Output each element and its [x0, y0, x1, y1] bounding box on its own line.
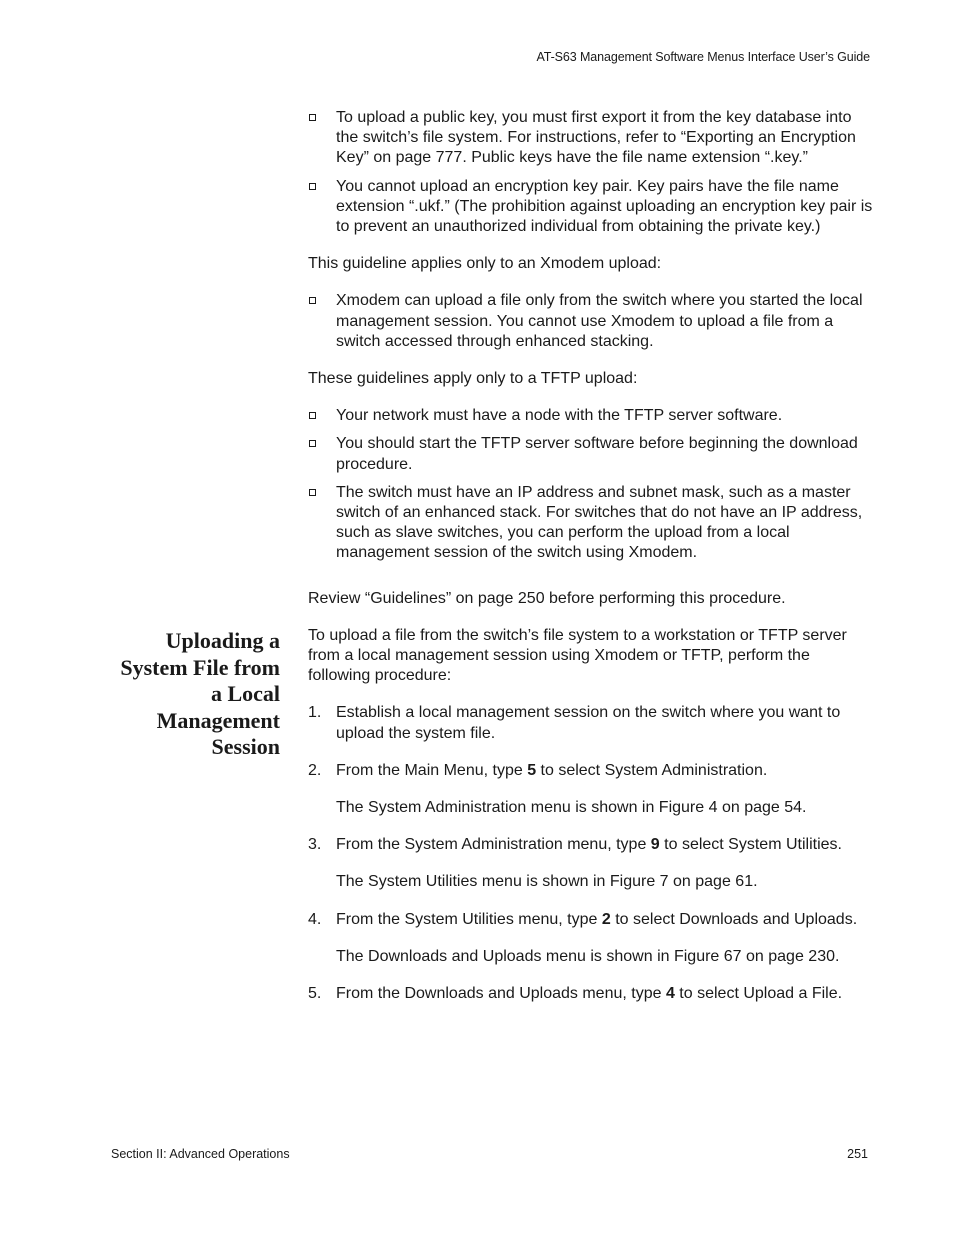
procedure-step — [308, 835, 874, 855]
bullet-box-icon — [309, 183, 316, 190]
procedure-step — [308, 761, 874, 781]
bullet-item — [308, 434, 874, 474]
step-text: From the System Administration menu, type — [336, 836, 651, 854]
page-number: 251 — [847, 1147, 868, 1161]
review-paragraph: Review “Guidelines” on page 250 before performing this procedure. — [308, 589, 786, 607]
bullet-box-icon — [309, 114, 316, 121]
body-content — [308, 108, 874, 1021]
running-header: AT-S63 Management Software Menus Interface User’s Guide — [536, 50, 870, 64]
step-text: Establish a local management session on the switch where you want to upload the system file. — [336, 704, 841, 742]
step-text: to select Upload a File. — [674, 985, 843, 1003]
xmodem-intro: This guideline applies only to an Xmodem upload: — [308, 255, 662, 273]
bullet-box-icon — [309, 440, 316, 447]
bullet-text: To upload a public key, you must first export it from the key database into the switch’s file system. For instructions, refer to “Exporting an Encryption Key” on page 777. Public keys have the file name extension “.key.” — [336, 109, 856, 167]
intro-paragraph: To upload a file from the switch’s file system to a workstation or TFTP server from a local management session using Xmodem or TFTP, perform the following procedure: — [308, 626, 847, 685]
step-number: 4. — [308, 910, 322, 928]
step-text: From the Downloads and Uploads menu, type — [336, 985, 666, 1003]
step-text: to select Downloads and Uploads. — [610, 910, 858, 928]
step-note: The System Administration menu is shown in Figure 4 on page 54. — [336, 799, 807, 817]
heading-line: System File from — [120, 654, 280, 680]
heading-line: Management — [156, 707, 280, 733]
tftp-intro: These guidelines apply only to a TFTP upload: — [308, 370, 638, 388]
section-heading — [100, 628, 280, 761]
heading-line: a Local — [210, 681, 280, 706]
bullet-item — [308, 177, 874, 238]
step-text: From the Main Menu, type — [336, 761, 528, 779]
bullet-box-icon — [309, 489, 316, 496]
bullet-item — [308, 291, 874, 352]
step-text: to select System Utilities. — [659, 836, 842, 854]
procedure-step — [308, 703, 874, 743]
heading-line: Session — [211, 734, 280, 759]
bullet-item — [308, 406, 874, 426]
bullet-item — [308, 108, 874, 169]
step-key: 4 — [665, 985, 675, 1003]
step-key: 9 — [650, 836, 660, 854]
procedure-step — [308, 984, 874, 1004]
bullet-item — [308, 483, 874, 564]
bullet-text: Your network must have a node with the TFTP server software. — [336, 407, 783, 425]
bullet-text: You cannot upload an encryption key pair. Key pairs have the file name extension “.ukf.” (The prohibition against uploading an encryption key pair is to prevent an unauthorized individual from obtaining the private key.) — [336, 177, 873, 236]
heading-line: Uploading a — [165, 628, 280, 653]
step-key: 5 — [527, 761, 537, 779]
step-number: 2. — [308, 761, 322, 779]
step-note: The Downloads and Uploads menu is shown in Figure 67 on page 230. — [336, 947, 840, 965]
bullet-text: You should start the TFTP server software before beginning the download procedure. — [336, 435, 858, 473]
step-number: 3. — [308, 836, 322, 854]
bullet-text: Xmodem can upload a file only from the switch where you started the local management session. You cannot use Xmodem to upload a file from a switch accessed through enhanced stacking. — [336, 292, 863, 350]
bullet-text: The switch must have an IP address and subnet mask, such as a master switch of an enhanced stack. For switches that do not have an IP address, such as slave switches, you can perform the upload from a local management session of the switch using Xmodem. — [336, 483, 863, 562]
footer-section: Section II: Advanced Operations — [111, 1147, 290, 1161]
procedure-step — [308, 910, 874, 930]
step-text: to select System Administration. — [536, 761, 768, 779]
bullet-box-icon — [309, 297, 316, 304]
step-number: 5. — [308, 985, 322, 1003]
step-key: 2 — [601, 910, 611, 928]
step-number: 1. — [308, 704, 322, 722]
step-note: The System Utilities menu is shown in Figure 7 on page 61. — [336, 873, 758, 891]
step-text: From the System Utilities menu, type — [336, 910, 602, 928]
bullet-box-icon — [309, 412, 316, 419]
